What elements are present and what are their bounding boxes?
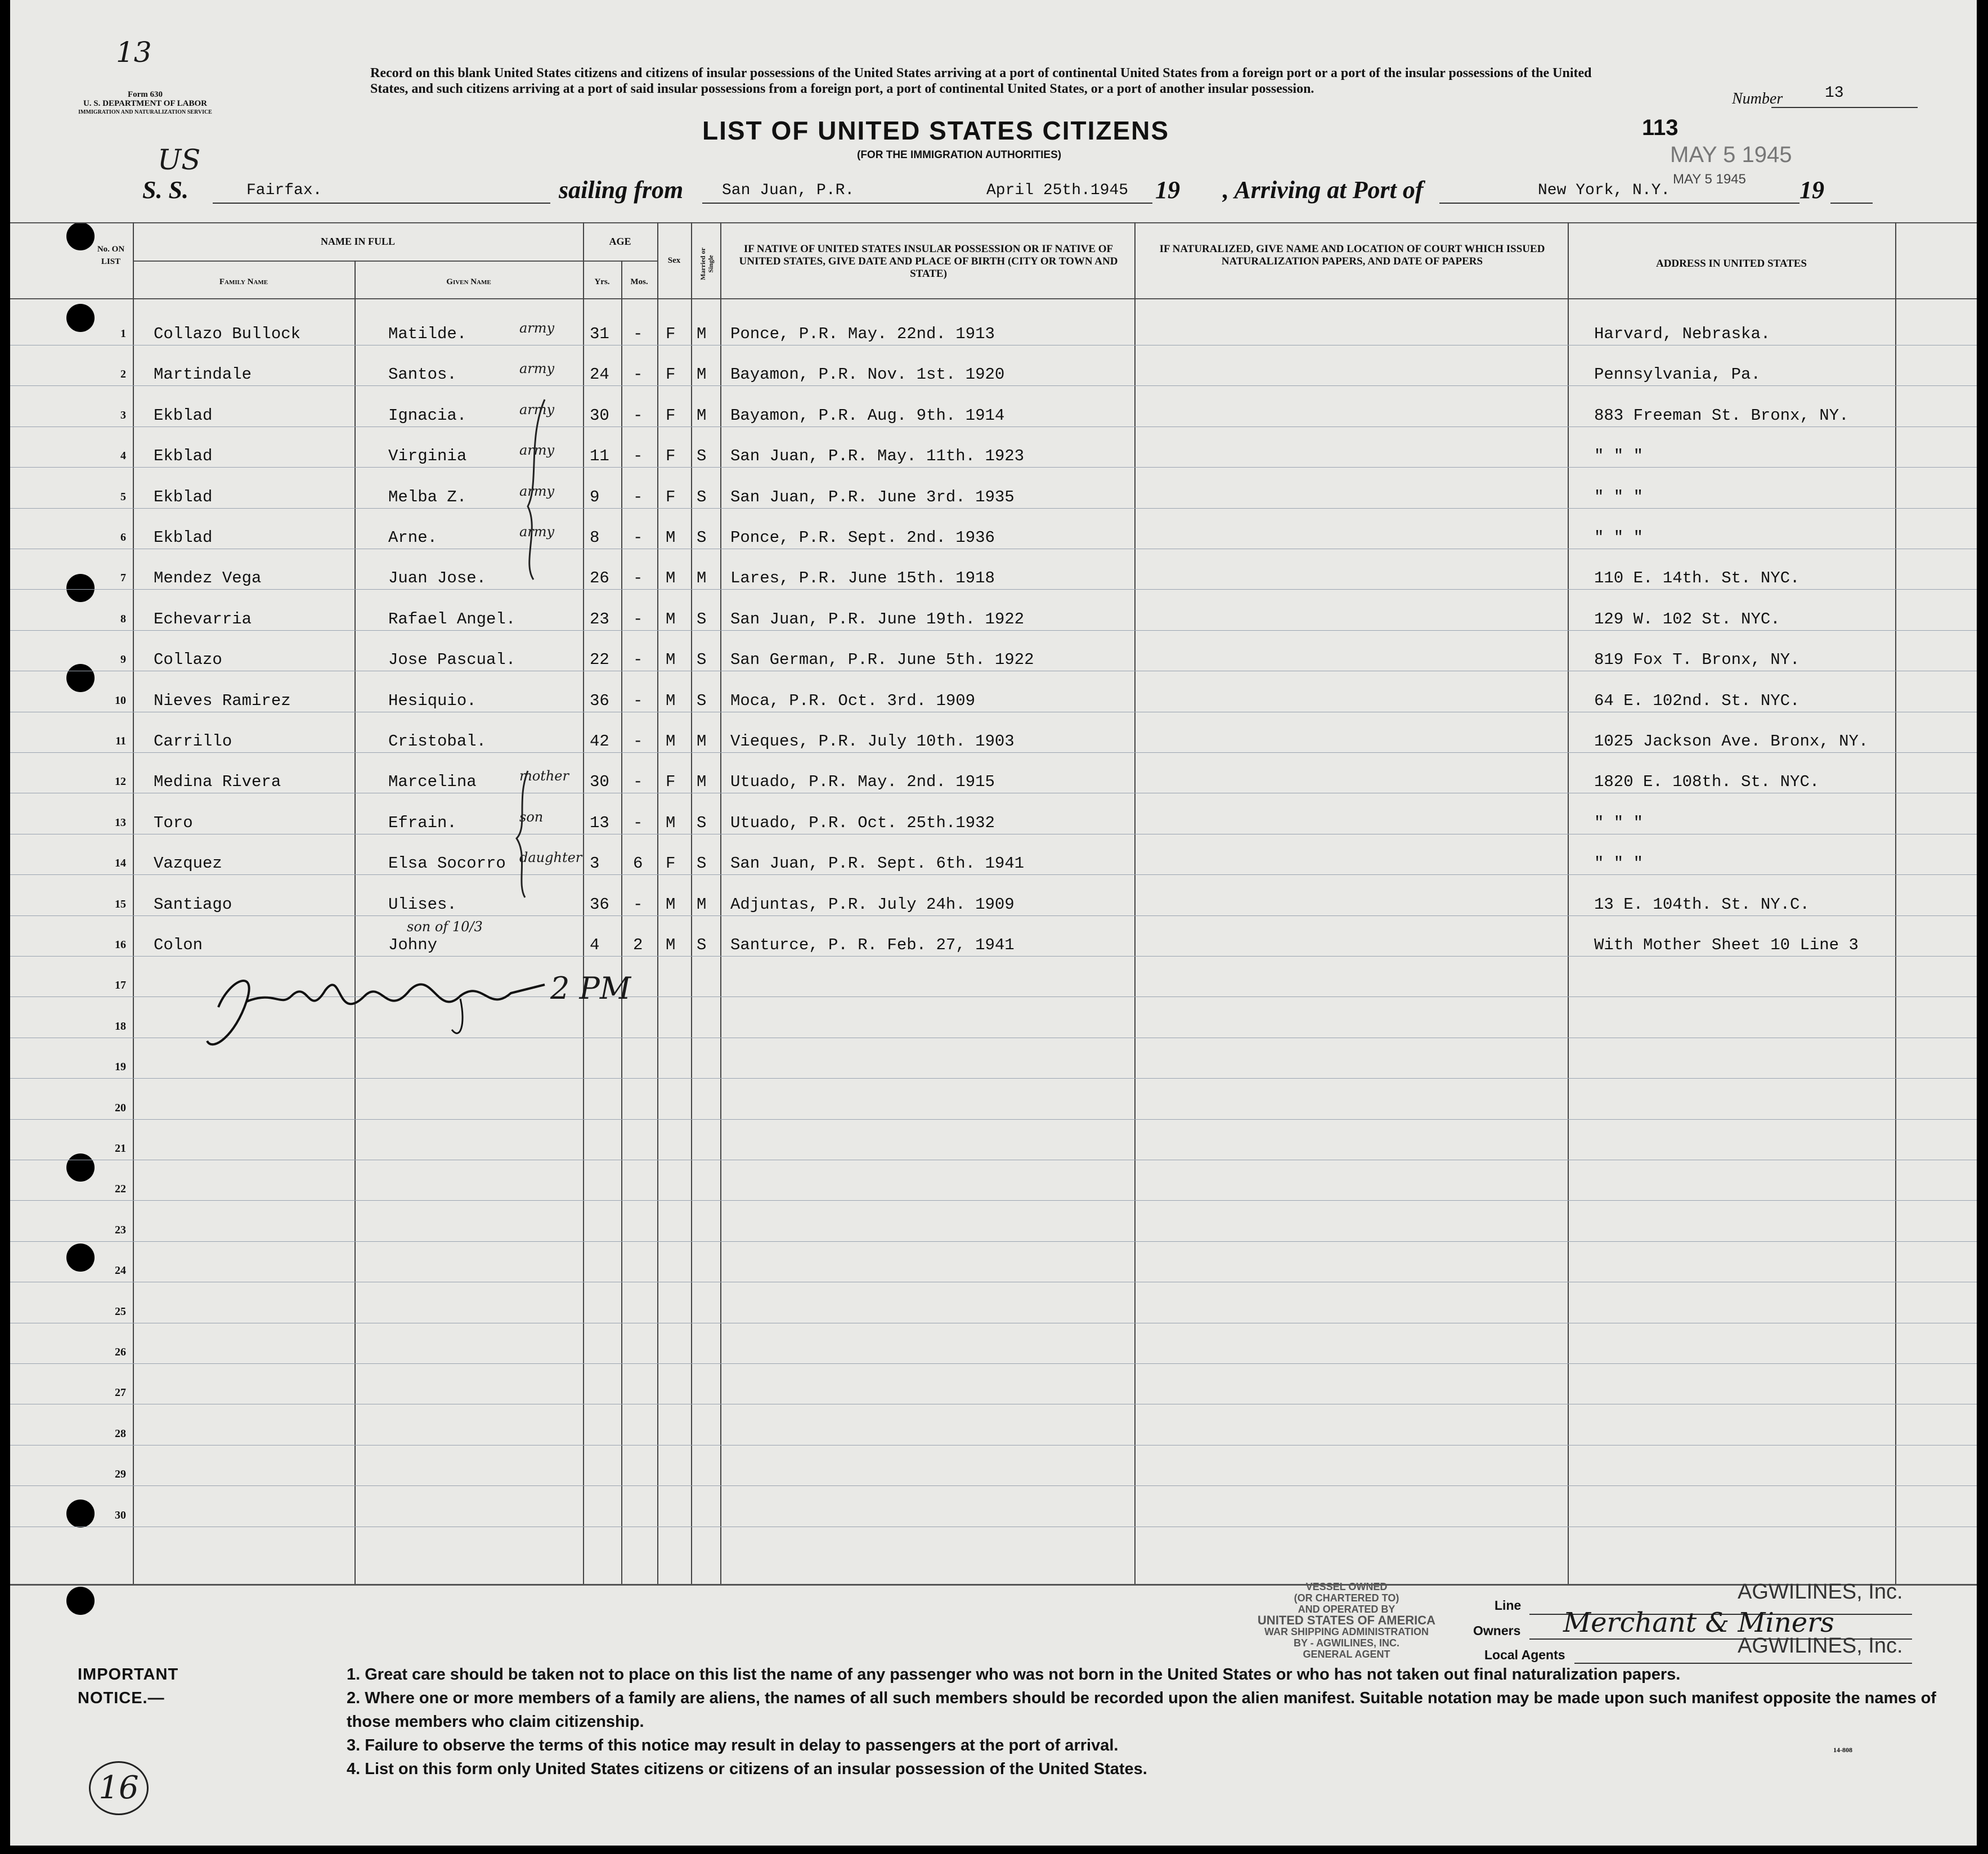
family-name-cell: Martindale: [154, 365, 252, 384]
col-header-mos: Mos.: [630, 277, 648, 286]
binder-hole: [66, 574, 95, 602]
col-header-address: ADDRESS IN UNITED STATES: [1655, 258, 1807, 270]
age-months-cell: -: [633, 406, 643, 425]
row-number: 6: [120, 531, 126, 544]
sailing-underline: [702, 203, 1152, 204]
age-months-cell: -: [633, 325, 643, 343]
row-number: 22: [115, 1183, 126, 1195]
age-months-cell: 2: [633, 936, 643, 954]
family-name-cell: Nieves Ramirez: [154, 692, 291, 710]
handwritten-note: army: [519, 320, 555, 336]
birth-cell: Utuado, P.R. Oct. 25th.1932: [730, 814, 995, 832]
given-name-cell: Virginia: [388, 447, 467, 465]
age-months-cell: -: [633, 814, 643, 832]
col-header-given: Given Name: [446, 277, 491, 286]
birth-cell: San German, P.R. June 5th. 1922: [730, 650, 1034, 669]
sex-cell: F: [666, 447, 676, 465]
col-header-age: AGE: [609, 236, 631, 247]
stamp-line: BY - AGWILINES, INC.: [1293, 1637, 1399, 1649]
vessel-owned-stamp: [1254, 1581, 1439, 1660]
year-underline: [1830, 203, 1873, 204]
handwritten-note: daughter: [519, 850, 582, 865]
given-name-cell: Melba Z.: [388, 488, 467, 506]
marital-status-cell: M: [697, 773, 707, 791]
sailing-from: San Juan, P.R.: [722, 182, 855, 199]
row-number: 7: [120, 572, 126, 584]
row-number: 21: [115, 1142, 126, 1155]
family-name-cell: Mendez Vega: [154, 569, 262, 587]
row-number: 2: [120, 368, 126, 380]
birth-cell: San Juan, P.R. May. 11th. 1923: [730, 447, 1025, 465]
row-number: 19: [115, 1061, 126, 1073]
family-name-cell: Carrillo: [154, 732, 232, 751]
stamp-line: GENERAL AGENT: [1303, 1649, 1390, 1660]
row-number: 9: [120, 653, 126, 666]
age-months-cell: 6: [633, 854, 643, 873]
family-bracket: [505, 394, 595, 585]
notice-item: 1. Great care should be taken not to place on this list the name of any passenger who was not born in the United States or who has not taken out final naturalization papers.: [347, 1666, 1681, 1684]
family-name-cell: Collazo Bullock: [154, 325, 301, 343]
family-name-cell: Ekblad: [154, 406, 213, 425]
year-prefix-2: 19: [1799, 176, 1824, 204]
row-number: 8: [120, 613, 126, 625]
age-months-cell: -: [633, 447, 643, 465]
sex-cell: M: [666, 895, 676, 914]
birth-cell: Utuado, P.R. May. 2nd. 1915: [730, 773, 995, 791]
marital-status-cell: M: [697, 732, 707, 751]
given-name-cell: Jose Pascual.: [388, 650, 516, 669]
address-cell: " " ": [1594, 854, 1644, 873]
given-name-cell: Rafael Angel.: [388, 610, 516, 629]
number-value: 13: [1825, 84, 1844, 102]
handwritten-note: mother: [519, 768, 569, 784]
line-value: AGWILINES, Inc.: [1738, 1580, 1903, 1604]
family-name-cell: Collazo: [154, 650, 222, 669]
sex-cell: M: [666, 814, 676, 832]
sailing-date: April 25th.1945: [986, 182, 1129, 199]
age-months-cell: -: [633, 488, 643, 506]
form-number: Form 630: [127, 90, 163, 99]
age-months-cell: -: [633, 650, 643, 669]
given-name-cell: Marcelina: [388, 773, 477, 791]
sailing-label: sailing from: [559, 176, 684, 204]
row-number: 25: [115, 1305, 126, 1318]
address-cell: Pennsylvania, Pa.: [1594, 365, 1761, 384]
birth-cell: San Juan, P.R. Sept. 6th. 1941: [730, 854, 1025, 873]
number-underline: [1771, 107, 1918, 108]
sex-cell: F: [666, 406, 676, 425]
department: U. S. DEPARTMENT OF LABOR: [83, 99, 208, 108]
year-prefix: 19: [1155, 176, 1180, 204]
marital-status-cell: S: [697, 610, 707, 629]
given-name-cell: Johny: [388, 936, 438, 954]
birth-cell: Ponce, P.R. May. 22nd. 1913: [730, 325, 995, 343]
age-months-cell: -: [633, 610, 643, 629]
address-cell: 110 E. 14th. St. NYC.: [1594, 569, 1800, 587]
handwritten-note: son of 10/3: [407, 919, 483, 935]
handwritten-us: US: [158, 143, 201, 176]
number-label: Number: [1732, 90, 1783, 107]
form-identifier: [50, 90, 241, 117]
handwritten-note: son: [519, 809, 544, 825]
arriving-label: , Arriving at Port of: [1223, 176, 1424, 204]
given-name-cell: Ulises.: [388, 895, 457, 914]
address-cell: 819 Fox T. Bronx, NY.: [1594, 650, 1800, 669]
birth-cell: Lares, P.R. June 15th. 1918: [730, 569, 995, 587]
sex-cell: M: [666, 569, 676, 587]
sex-cell: M: [666, 936, 676, 954]
row-rule: [10, 508, 1977, 509]
family-name-cell: Echevarria: [154, 610, 252, 629]
birth-cell: Moca, P.R. Oct. 3rd. 1909: [730, 692, 976, 710]
row-rule: [10, 1078, 1977, 1079]
row-rule: [10, 1119, 1977, 1120]
family-name-cell: Ekblad: [154, 488, 213, 506]
service: IMMIGRATION AND NATURALIZATION SERVICE: [78, 109, 212, 115]
sex-cell: M: [666, 610, 676, 629]
col-header-yrs: Yrs.: [594, 277, 610, 286]
given-name-cell: Elsa Socorro: [388, 854, 506, 873]
address-cell: 1820 E. 108th. St. NYC.: [1594, 773, 1820, 791]
row-number: 24: [115, 1264, 126, 1277]
stamp-line: AND OPERATED BY: [1298, 1604, 1395, 1615]
row-rule: [10, 630, 1977, 631]
sex-cell: F: [666, 325, 676, 343]
given-name-cell: Matilde.: [388, 325, 467, 343]
age-years-cell: 30: [590, 773, 609, 791]
binder-hole: [66, 304, 95, 332]
page-title: LIST OF UNITED STATES CITIZENS: [702, 116, 1170, 145]
row-rule: [10, 915, 1977, 916]
row-rule: [10, 385, 1977, 386]
arrival-port: New York, N.Y.: [1538, 182, 1671, 199]
sheet-stamp: 113: [1642, 115, 1679, 140]
marital-status-cell: S: [697, 650, 707, 669]
agents-value: AGWILINES, Inc.: [1738, 1634, 1903, 1658]
address-cell: With Mother Sheet 10 Line 3: [1594, 936, 1859, 954]
birth-cell: Adjuntas, P.R. July 24h. 1909: [730, 895, 1015, 914]
given-name-cell: Arne.: [388, 528, 438, 547]
notice-item: 3. Failure to observe the terms of this notice may result in delay to passengers at the port of arrival.: [347, 1736, 1119, 1754]
birth-cell: Vieques, P.R. July 10th. 1903: [730, 732, 1015, 751]
date-stamp-small: MAY 5 1945: [1673, 172, 1746, 187]
row-number: 16: [115, 939, 126, 951]
row-number: 10: [115, 694, 126, 707]
address-cell: 1025 Jackson Ave. Bronx, NY.: [1594, 732, 1869, 751]
handwritten-page-number: 13: [116, 36, 152, 69]
row-number: 20: [115, 1102, 126, 1114]
family-name-cell: Medina Rivera: [154, 773, 281, 791]
family-name-cell: Santiago: [154, 895, 232, 914]
row-number: 27: [115, 1386, 126, 1399]
row-number: 3: [120, 409, 126, 421]
date-stamp-large: MAY 5 1945: [1670, 142, 1792, 167]
col-divider: [621, 261, 622, 1584]
col-header-married: Married or Single: [699, 248, 715, 280]
marital-status-cell: S: [697, 692, 707, 710]
port-underline: [1439, 203, 1799, 204]
marital-status-cell: M: [697, 325, 707, 343]
owners-value: Merchant & Miners: [1563, 1607, 1834, 1638]
record-note: Record on this blank United States citizens and citizens of insular possessions of the United States arriving at a port of continental United States from a foreign port or a port of the insular possessions of the United States, and such citizens arriving at a port of said insular possessions from a foreign port, a port of continental United States, or a port of another insular possession.: [370, 66, 1592, 96]
col-header-family: Family Name: [219, 277, 268, 286]
age-years-cell: 4: [590, 936, 600, 954]
form-code: 14-808: [1833, 1746, 1852, 1754]
binder-hole: [66, 1500, 95, 1528]
sex-cell: M: [666, 650, 676, 669]
col-divider: [354, 261, 356, 1584]
signature-time-note: 2 PM: [550, 971, 631, 1006]
age-months-cell: -: [633, 365, 643, 384]
row-rule: [10, 467, 1977, 468]
family-name-cell: Ekblad: [154, 528, 213, 547]
row-number: 15: [115, 898, 126, 910]
marital-status-cell: S: [697, 488, 707, 506]
birth-cell: Santurce, P. R. Feb. 27, 1941: [730, 936, 1015, 954]
given-name-cell: Santos.: [388, 365, 457, 384]
binder-hole: [66, 664, 95, 692]
manifest-page: [10, 0, 1977, 1846]
binder-hole: [66, 1587, 95, 1615]
age-years-cell: 13: [590, 814, 609, 832]
age-months-cell: -: [633, 773, 643, 791]
birth-cell: San Juan, P.R. June 19th. 1922: [730, 610, 1025, 629]
line-label: Line: [1495, 1598, 1522, 1613]
age-years-cell: 9: [590, 488, 600, 506]
vessel-underline: [213, 203, 550, 204]
age-years-cell: 42: [590, 732, 609, 751]
age-years-cell: 8: [590, 528, 600, 547]
handwritten-note: army: [519, 524, 555, 540]
row-number: 5: [120, 491, 126, 503]
age-years-cell: 22: [590, 650, 609, 669]
table-bottom-rule: [10, 1584, 1977, 1586]
address-cell: " " ": [1594, 528, 1644, 547]
agents-label: Local Agents: [1484, 1647, 1565, 1662]
marital-status-cell: S: [697, 447, 707, 465]
address-cell: 64 E. 102nd. St. NYC.: [1594, 692, 1800, 710]
sex-cell: M: [666, 732, 676, 751]
age-years-cell: 30: [590, 406, 609, 425]
age-years-cell: 31: [590, 325, 609, 343]
marital-status-cell: S: [697, 854, 707, 873]
table-top-rule: [10, 222, 1977, 223]
row-number: 1: [120, 327, 126, 340]
sex-cell: F: [666, 365, 676, 384]
address-cell: 13 E. 104th. St. NY.C.: [1594, 895, 1810, 914]
given-name-cell: Efrain.: [388, 814, 457, 832]
binder-hole: [66, 1244, 95, 1272]
row-number: 30: [115, 1509, 126, 1521]
age-years-cell: 36: [590, 895, 609, 914]
notice-lead: IMPORTANT NOTICE.—: [78, 1666, 179, 1707]
notice-item: 4. List on this form only United States citizens or citizens of an insular possession of the United States.: [347, 1760, 1147, 1778]
address-cell: Harvard, Nebraska.: [1594, 325, 1771, 343]
family-name-cell: Toro: [154, 814, 193, 832]
stamp-line: (OR CHARTERED TO): [1294, 1592, 1399, 1604]
row-rule: [10, 589, 1977, 590]
vessel-name: Fairfax.: [246, 182, 322, 199]
row-number: 14: [115, 857, 126, 869]
row-rule: [10, 752, 1977, 753]
col-header-sex: Sex: [667, 256, 681, 265]
row-rule: [10, 1485, 1977, 1486]
col-header-name: NAME IN FULL: [320, 236, 395, 247]
age-months-cell: -: [633, 569, 643, 587]
marital-status-cell: M: [697, 406, 707, 425]
age-months-cell: -: [633, 692, 643, 710]
marital-status-cell: S: [697, 528, 707, 547]
given-name-cell: Juan Jose.: [388, 569, 487, 587]
row-number: 23: [115, 1224, 126, 1236]
age-years-cell: 26: [590, 569, 609, 587]
row-number: 28: [115, 1427, 126, 1440]
age-months-cell: -: [633, 528, 643, 547]
age-years-cell: 11: [590, 447, 609, 465]
table-header-rule: [10, 298, 1977, 299]
sex-cell: M: [666, 528, 676, 547]
age-subheader-rule: [583, 261, 657, 262]
row-number: 4: [120, 450, 126, 462]
address-cell: 129 W. 102 St. NYC.: [1594, 610, 1780, 629]
row-rule: [10, 874, 1977, 875]
sex-cell: F: [666, 854, 676, 873]
binder-hole: [66, 1153, 95, 1182]
address-cell: " " ": [1594, 814, 1644, 832]
row-number: 26: [115, 1346, 126, 1358]
circled-number: 16: [89, 1761, 149, 1815]
row-number: 12: [115, 775, 126, 788]
age-years-cell: 3: [590, 854, 600, 873]
marital-status-cell: M: [697, 895, 707, 914]
handwritten-note: army: [519, 483, 555, 499]
marital-status-cell: M: [697, 569, 707, 587]
given-name-cell: Ignacia.: [388, 406, 467, 425]
marital-status-cell: S: [697, 936, 707, 954]
page-subtitle: (FOR THE IMMIGRATION AUTHORITIES): [857, 149, 1062, 161]
stamp-line: UNITED STATES OF AMERICA: [1257, 1613, 1436, 1627]
family-name-cell: Colon: [154, 936, 203, 954]
marital-status-cell: S: [697, 814, 707, 832]
row-rule: [10, 1363, 1977, 1364]
birth-cell: San Juan, P.R. June 3rd. 1935: [730, 488, 1015, 506]
age-months-cell: -: [633, 732, 643, 751]
address-cell: 883 Freeman St. Bronx, NY.: [1594, 406, 1849, 425]
col-header-no: No. ON LIST: [97, 245, 125, 266]
notice-item: 2. Where one or more members of a family are aliens, the names of all such members should be recorded upon the alien manifest. Suitable notation may be made upon such manifest opposite the names of those members who claim citizenship.: [347, 1689, 1936, 1731]
row-number: 11: [115, 735, 126, 747]
age-months-cell: -: [633, 895, 643, 914]
name-subheader-rule: [133, 261, 583, 262]
row-number: 13: [115, 816, 126, 829]
col-header-birth: IF NATIVE OF UNITED STATES INSULAR POSSESSION OR IF NATIVE OF UNITED STATES, GIVE DATE AND PLACE OF BIRTH (CITY OR TOWN AND STATE): [739, 243, 1118, 280]
birth-cell: Bayamon, P.R. Aug. 9th. 1914: [730, 406, 1005, 425]
given-name-cell: Hesiquio.: [388, 692, 477, 710]
marital-status-cell: M: [697, 365, 707, 384]
birth-cell: Ponce, P.R. Sept. 2nd. 1936: [730, 528, 995, 547]
owners-label: Owners: [1473, 1623, 1521, 1638]
birth-cell: Bayamon, P.R. Nov. 1st. 1920: [730, 365, 1005, 384]
ss-label: S. S.: [142, 176, 189, 204]
family-name-cell: Ekblad: [154, 447, 213, 465]
handwritten-note: army: [519, 442, 555, 458]
family-bracket-2: [505, 765, 573, 900]
stamp-line: WAR SHIPPING ADMINISTRATION: [1264, 1626, 1429, 1637]
sex-cell: M: [666, 692, 676, 710]
family-name-cell: Vazquez: [154, 854, 222, 873]
sex-cell: F: [666, 488, 676, 506]
address-cell: " " ": [1594, 447, 1644, 465]
age-years-cell: 24: [590, 365, 609, 384]
handwritten-note: army: [519, 361, 555, 376]
row-rule: [10, 1200, 1977, 1201]
age-years-cell: 23: [590, 610, 609, 629]
given-name-cell: Cristobal.: [388, 732, 487, 751]
row-rule: [10, 1445, 1977, 1446]
row-number: 29: [115, 1468, 126, 1480]
col-header-naturalized: IF NATURALIZED, GIVE NAME AND LOCATION OF COURT WHICH ISSUED NATURALIZATION PAPERS, AND DATE OF PAPERS: [1159, 243, 1545, 267]
stamp-line: VESSEL OWNED: [1305, 1581, 1388, 1592]
sex-cell: F: [666, 773, 676, 791]
handwritten-note: army: [519, 402, 555, 418]
row-number: 17: [115, 979, 126, 991]
row-number: 18: [115, 1020, 126, 1033]
address-cell: " " ": [1594, 488, 1644, 506]
age-years-cell: 36: [590, 692, 609, 710]
row-rule: [10, 1241, 1977, 1242]
